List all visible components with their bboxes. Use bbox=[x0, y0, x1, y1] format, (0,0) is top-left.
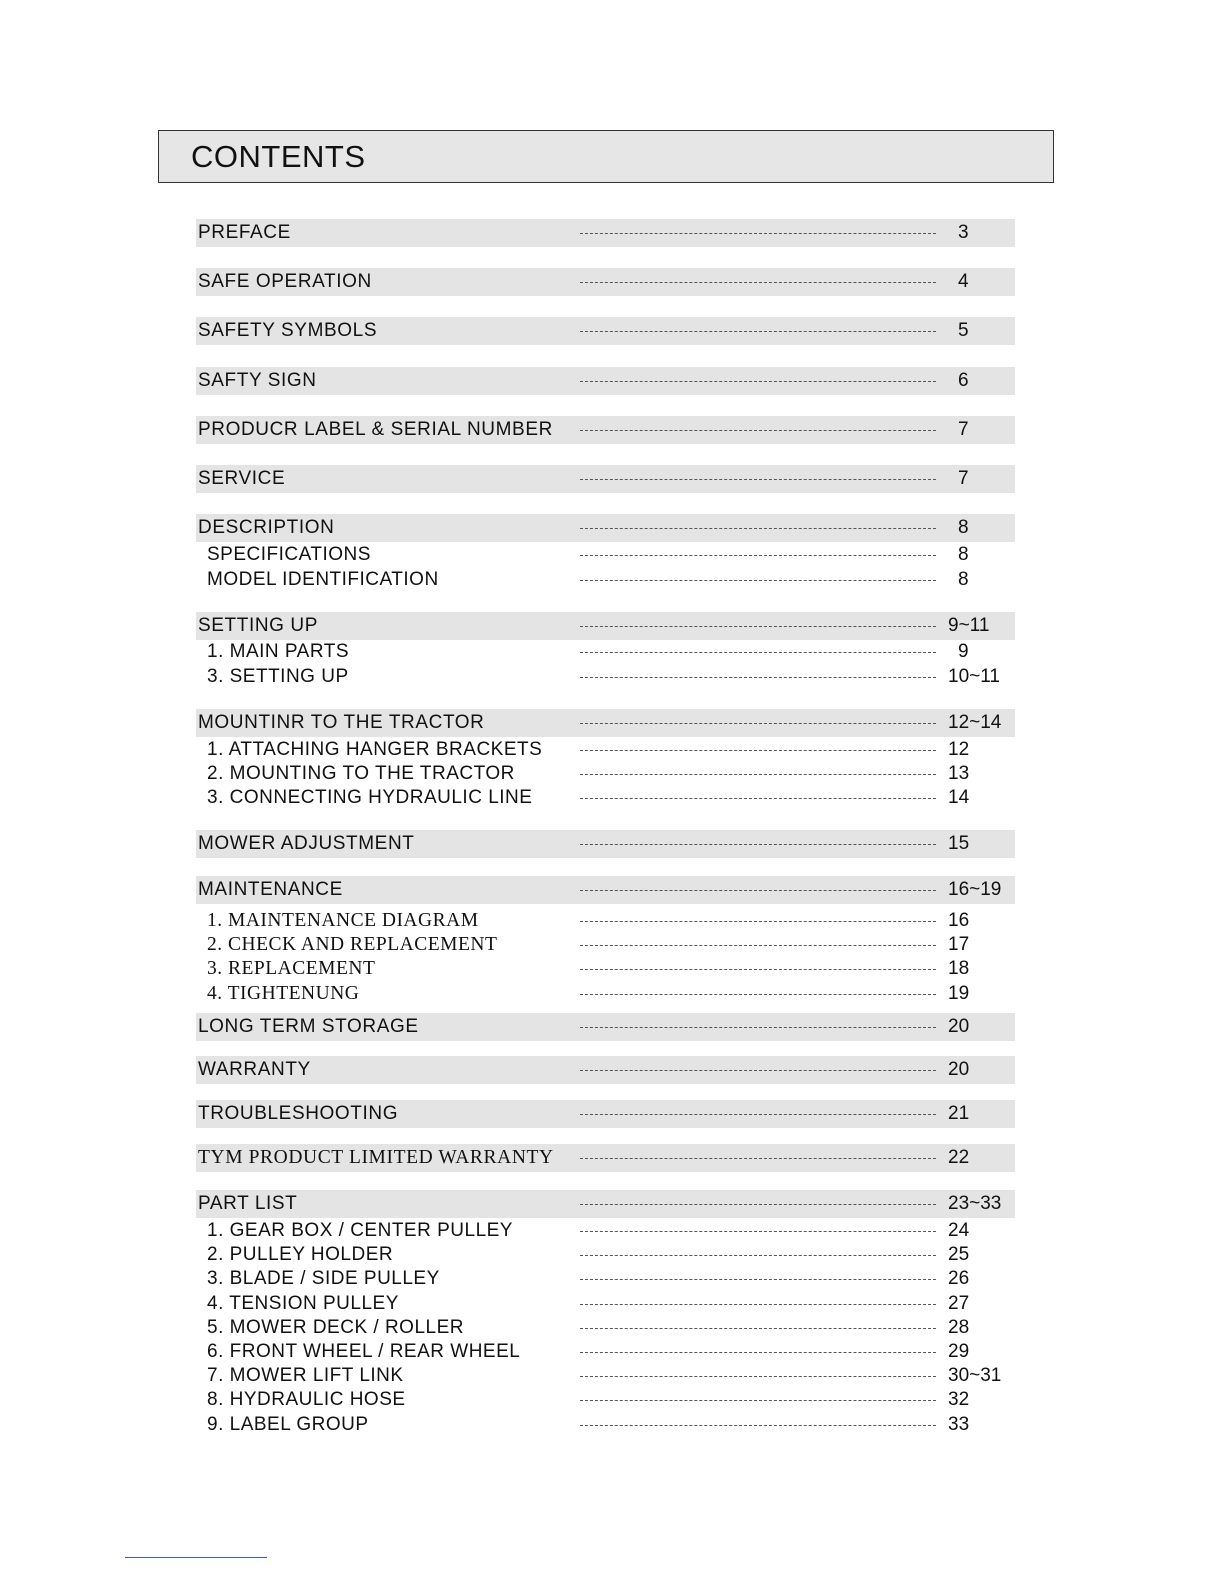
page-title: CONTENTS bbox=[191, 139, 366, 174]
toc-entry-label: 4. TIGHTENUNG bbox=[207, 983, 360, 1004]
toc-page-number: 16 bbox=[948, 910, 970, 931]
contents-header bbox=[158, 130, 1054, 183]
toc-entry-label: PART LIST bbox=[198, 1193, 298, 1214]
toc-entry-label: MOWER ADJUSTMENT bbox=[198, 833, 415, 854]
toc-subsection-row[interactable] bbox=[196, 1411, 1015, 1439]
footer-rule bbox=[125, 1557, 267, 1558]
toc-section-row[interactable] bbox=[196, 1190, 1015, 1218]
toc-page-number: 8 bbox=[958, 569, 969, 590]
toc-page-number: 16~19 bbox=[948, 879, 1002, 900]
toc-section-row[interactable] bbox=[196, 612, 1015, 640]
toc-subsection-row[interactable] bbox=[196, 955, 1015, 983]
dot-leader bbox=[580, 774, 936, 775]
toc-entry-label: 3. SETTING UP bbox=[207, 666, 349, 687]
toc-entry-label: DESCRIPTION bbox=[198, 517, 335, 538]
toc-page-number: 7 bbox=[958, 468, 969, 489]
toc-page-number: 4 bbox=[958, 271, 969, 292]
dot-leader bbox=[580, 1070, 936, 1071]
dot-leader bbox=[580, 528, 936, 529]
toc-entry-label: 2. PULLEY HOLDER bbox=[207, 1244, 394, 1265]
dot-leader bbox=[580, 1400, 936, 1401]
toc-page-number: 10~11 bbox=[948, 666, 1000, 687]
toc-page-number: 18 bbox=[948, 958, 970, 979]
toc-page-number: 23~33 bbox=[948, 1193, 1002, 1214]
toc-section-row[interactable] bbox=[196, 514, 1015, 542]
toc-page-number: 30~31 bbox=[948, 1365, 1002, 1386]
toc-entry-label: SAFE OPERATION bbox=[198, 271, 372, 292]
toc-entry-label: TYM PRODUCT LIMITED WARRANTY bbox=[198, 1147, 554, 1168]
dot-leader bbox=[580, 890, 936, 891]
toc-page-number: 8 bbox=[958, 544, 969, 565]
toc-subsection-row[interactable] bbox=[196, 663, 1015, 691]
toc-section-row[interactable] bbox=[196, 1144, 1015, 1172]
toc-entry-label: 9. LABEL GROUP bbox=[207, 1414, 369, 1435]
dot-leader bbox=[580, 994, 936, 995]
toc-entry-label: MODEL IDENTIFICATION bbox=[207, 569, 439, 590]
toc-page-number: 22 bbox=[948, 1147, 970, 1168]
toc-page-number: 14 bbox=[948, 787, 970, 808]
toc-entry-label: SETTING UP bbox=[198, 615, 319, 636]
toc-page-number: 12 bbox=[948, 739, 970, 760]
dot-leader bbox=[580, 945, 936, 946]
dot-leader bbox=[580, 921, 936, 922]
dot-leader bbox=[580, 580, 936, 581]
dot-leader bbox=[580, 1328, 936, 1329]
toc-page-number: 13 bbox=[948, 763, 970, 784]
toc-section-row[interactable] bbox=[196, 876, 1015, 904]
toc-page-number: 19 bbox=[948, 983, 970, 1004]
toc-page-number: 9 bbox=[958, 641, 969, 662]
toc-page-number: 27 bbox=[948, 1293, 970, 1314]
toc-entry-label: SERVICE bbox=[198, 468, 286, 489]
dot-leader bbox=[580, 844, 936, 845]
toc-page-number: 5 bbox=[958, 320, 969, 341]
dot-leader bbox=[580, 626, 936, 627]
dot-leader bbox=[580, 1114, 936, 1115]
dot-leader bbox=[580, 723, 936, 724]
toc-entry-label: SPECIFICATIONS bbox=[207, 544, 371, 565]
toc-entry-label: 1. MAIN PARTS bbox=[207, 641, 349, 662]
dot-leader bbox=[580, 1304, 936, 1305]
toc-entry-label: 5. MOWER DECK / ROLLER bbox=[207, 1317, 464, 1338]
toc-entry-label: MAINTENANCE bbox=[198, 879, 343, 900]
toc-entry-label: 3. CONNECTING HYDRAULIC LINE bbox=[207, 787, 533, 808]
toc-page-number: 33 bbox=[948, 1414, 970, 1435]
toc-entry-label: WARRANTY bbox=[198, 1059, 311, 1080]
dot-leader bbox=[580, 331, 936, 332]
toc-section-row[interactable] bbox=[196, 465, 1015, 493]
toc-page-number: 24 bbox=[948, 1220, 970, 1241]
toc-entry-label: 3. REPLACEMENT bbox=[207, 958, 376, 979]
toc-subsection-row[interactable] bbox=[196, 541, 1015, 569]
toc-section-row[interactable] bbox=[196, 317, 1015, 345]
toc-section-row[interactable] bbox=[196, 219, 1015, 247]
dot-leader bbox=[580, 1279, 936, 1280]
toc-section-row[interactable] bbox=[196, 1100, 1015, 1128]
toc-section-row[interactable] bbox=[196, 830, 1015, 858]
dot-leader bbox=[580, 677, 936, 678]
dot-leader bbox=[580, 969, 936, 970]
dot-leader bbox=[580, 1158, 936, 1159]
dot-leader bbox=[580, 1376, 936, 1377]
toc-entry-label: 1. ATTACHING HANGER BRACKETS bbox=[207, 739, 543, 760]
toc-page-number: 29 bbox=[948, 1341, 970, 1362]
toc-subsection-row[interactable] bbox=[196, 784, 1015, 812]
toc-entry-label: 1. GEAR BOX / CENTER PULLEY bbox=[207, 1220, 513, 1241]
dot-leader bbox=[580, 1027, 936, 1028]
toc-subsection-row[interactable] bbox=[196, 566, 1015, 594]
toc-entry-label: 6. FRONT WHEEL / REAR WHEEL bbox=[207, 1341, 521, 1362]
toc-entry-label: 3. BLADE / SIDE PULLEY bbox=[207, 1268, 440, 1289]
dot-leader bbox=[580, 798, 936, 799]
toc-section-row[interactable] bbox=[196, 367, 1015, 395]
toc-subsection-row[interactable] bbox=[196, 1265, 1015, 1293]
toc-entry-label: 4. TENSION PULLEY bbox=[207, 1293, 399, 1314]
dot-leader bbox=[580, 1425, 936, 1426]
toc-subsection-row[interactable] bbox=[196, 1386, 1015, 1414]
dot-leader bbox=[580, 1352, 936, 1353]
toc-entry-label: PREFACE bbox=[198, 222, 291, 243]
toc-page-number: 20 bbox=[948, 1059, 970, 1080]
toc-section-row[interactable] bbox=[196, 268, 1015, 296]
toc-page-number: 15 bbox=[948, 833, 970, 854]
dot-leader bbox=[580, 555, 936, 556]
toc-page-number: 21 bbox=[948, 1103, 970, 1124]
dot-leader bbox=[580, 479, 936, 480]
toc-section-row[interactable] bbox=[196, 416, 1015, 444]
toc-page-number: 7 bbox=[958, 419, 969, 440]
toc-page-number: 8 bbox=[958, 517, 969, 538]
toc-entry-label: LONG TERM STORAGE bbox=[198, 1016, 419, 1037]
toc-entry-label: TROUBLESHOOTING bbox=[198, 1103, 399, 1124]
dot-leader bbox=[580, 233, 936, 234]
dot-leader bbox=[580, 750, 936, 751]
toc-page-number: 3 bbox=[958, 222, 969, 243]
toc-entry-label: PRODUCR LABEL & SERIAL NUMBER bbox=[198, 419, 553, 440]
toc-entry-label: 8. HYDRAULIC HOSE bbox=[207, 1389, 406, 1410]
dot-leader bbox=[580, 430, 936, 431]
toc-page-number: 28 bbox=[948, 1317, 970, 1338]
toc-page-number: 17 bbox=[948, 934, 970, 955]
toc-page-number: 26 bbox=[948, 1268, 970, 1289]
toc-entry-label: SAFTY SIGN bbox=[198, 370, 317, 391]
toc-section-row[interactable] bbox=[196, 709, 1015, 737]
toc-subsection-row[interactable] bbox=[196, 638, 1015, 666]
dot-leader bbox=[580, 652, 936, 653]
dot-leader bbox=[580, 1231, 936, 1232]
toc-page-number: 32 bbox=[948, 1389, 970, 1410]
toc-page-number: 20 bbox=[948, 1016, 970, 1037]
dot-leader bbox=[580, 1204, 936, 1205]
toc-page-number: 6 bbox=[958, 370, 969, 391]
toc-entry-label: MOUNTINR TO THE TRACTOR bbox=[198, 712, 485, 733]
toc-page-number: 25 bbox=[948, 1244, 970, 1265]
toc-entry-label: 2. CHECK AND REPLACEMENT bbox=[207, 934, 498, 955]
toc-page-number: 12~14 bbox=[948, 712, 1002, 733]
dot-leader bbox=[580, 381, 936, 382]
toc-subsection-row[interactable] bbox=[196, 980, 1015, 1008]
toc-entry-label: 2. MOUNTING TO THE TRACTOR bbox=[207, 763, 515, 784]
toc-entry-label: 7. MOWER LIFT LINK bbox=[207, 1365, 404, 1386]
toc-entry-label: SAFETY SYMBOLS bbox=[198, 320, 378, 341]
dot-leader bbox=[580, 282, 936, 283]
toc-section-row[interactable] bbox=[196, 1013, 1015, 1041]
dot-leader bbox=[580, 1255, 936, 1256]
toc-entry-label: 1. MAINTENANCE DIAGRAM bbox=[207, 910, 479, 931]
toc-section-row[interactable] bbox=[196, 1056, 1015, 1084]
toc-page-number: 9~11 bbox=[948, 615, 990, 636]
